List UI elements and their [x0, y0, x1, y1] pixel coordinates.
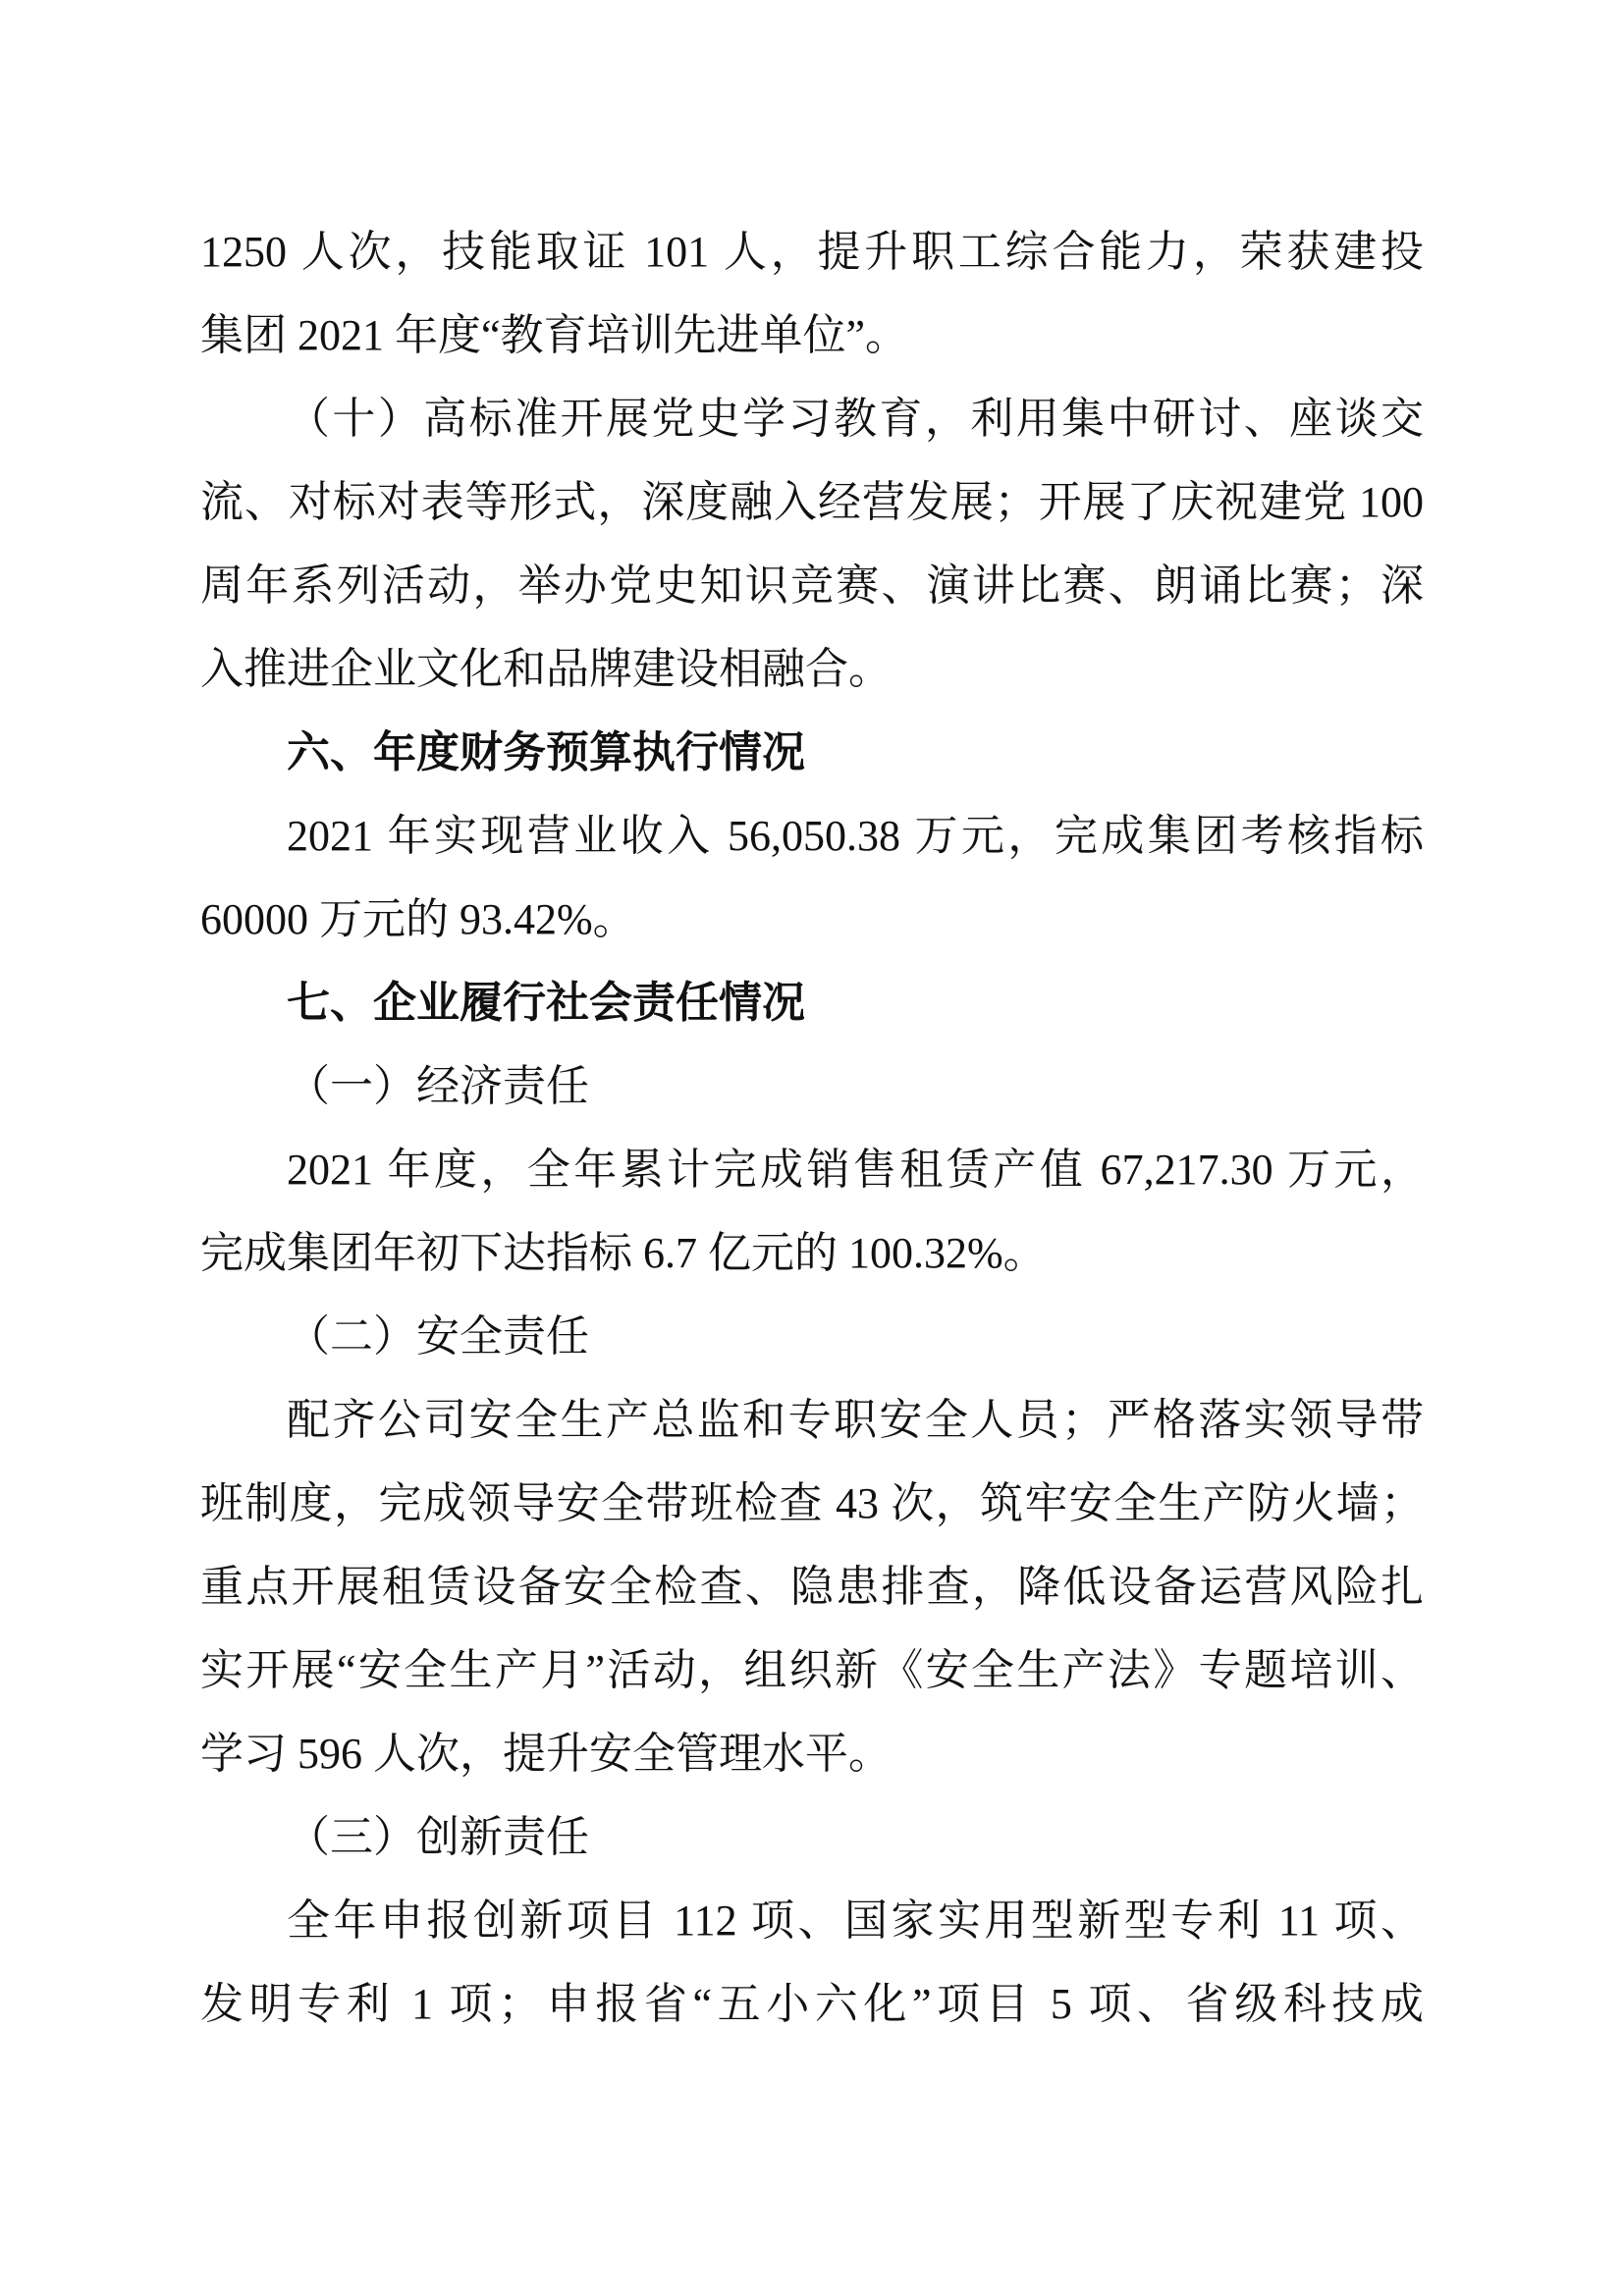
text-line: 重点开展租赁设备安全检查、隐患排查，降低设备运营风险扎 [200, 1563, 1424, 1611]
text-line: 60000 万元的 93.42%。 [200, 895, 636, 943]
text-line: 2021 年实现营业收入 56,050.38 万元，完成集团考核指标 [287, 812, 1424, 860]
text-line: （一）经济责任 [287, 1062, 589, 1110]
text-line: 七、企业履行社会责任情况 [287, 979, 805, 1027]
text-line: 班制度，完成领导安全带班检查 43 次，筑牢安全生产防火墙； [200, 1479, 1424, 1527]
text-line: （二）安全责任 [287, 1312, 589, 1361]
text-line: 配齐公司安全生产总监和专职安全人员；严格落实领导带 [287, 1396, 1424, 1444]
text-line: 2021 年度，全年累计完成销售租赁产值 67,217.30 万元， [287, 1146, 1424, 1194]
text-line: 完成集团年初下达指标 6.7 亿元的 100.32%。 [200, 1229, 1047, 1277]
text-line: （三）创新责任 [287, 1813, 589, 1861]
text-line: 发明专利 1 项；申报省“五小六化”项目 5 项、省级科技成 [200, 1980, 1424, 2028]
text-line: 实开展“安全生产月”活动，组织新《安全生产法》专题培训、 [200, 1646, 1424, 1694]
text-line: 六、年度财务预算执行情况 [287, 728, 805, 776]
text-line: 全年申报创新项目 112 项、国家实用型新型专利 11 项、 [287, 1896, 1424, 1945]
document-text-block [200, 210, 1424, 2046]
text-line: 1250 人次，技能取证 101 人，提升职工综合能力，荣获建投 [200, 228, 1424, 276]
text-line: 周年系列活动，举办党史知识竞赛、演讲比赛、朗诵比赛；深 [200, 561, 1424, 610]
text-line: 流、对标对表等形式，深度融入经营发展；开展了庆祝建党 100 [200, 478, 1424, 526]
text-line: 集团 2021 年度“教育培训先进单位”。 [200, 311, 909, 359]
text-line: 学习 596 人次，提升安全管理水平。 [200, 1730, 892, 1778]
text-line: 入推进企业文化和品牌建设相融合。 [200, 645, 892, 693]
text-line: （十）高标准开展党史学习教育，利用集中研讨、座谈交 [287, 395, 1424, 443]
